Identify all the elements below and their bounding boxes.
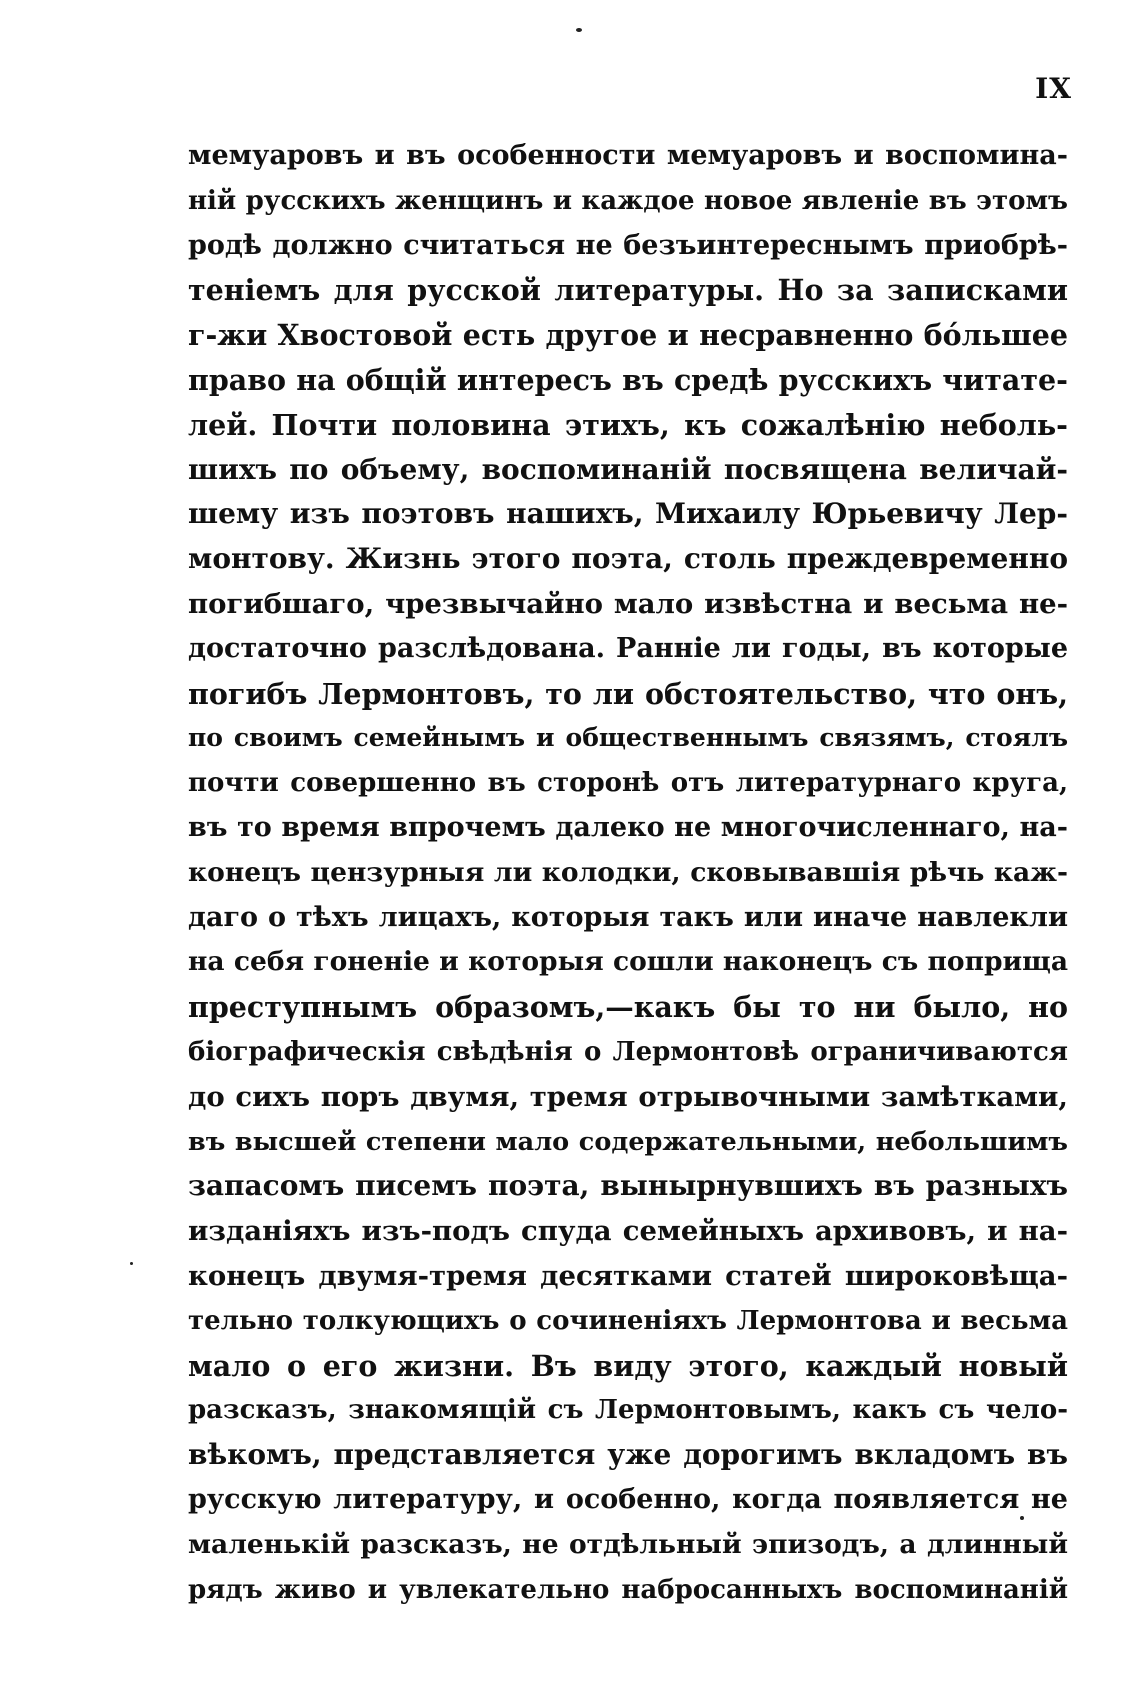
text-line: родѣ должно считаться не безъинтереснымъ приобрѣ- (188, 229, 1068, 261)
text-line: изданіяхъ изъ-подъ спуда семейныхъ архивовъ, и на- (188, 1215, 1068, 1248)
text-line: русскую литературу, и особенно, когда появляется не (188, 1483, 1068, 1515)
text-line: почти совершенно въ сторонѣ отъ литературнаго круга, (188, 768, 1068, 799)
text-line: погибъ Лермонтовъ, то ли обстоятельство, что онъ, (188, 676, 1068, 711)
text-line: маленькій разсказъ, не отдѣльный эпизодъ, а длинный (188, 1528, 1068, 1560)
text-line: даго о тѣхъ лицахъ, которыя такъ или иначе навлекли (188, 901, 1068, 933)
text-line: шихъ по объему, воспоминаній посвящена величай- (188, 452, 1068, 486)
print-speck (130, 1262, 133, 1265)
body-text (188, 134, 1068, 1612)
text-line: теніемъ для русской литературы. Но за записками (188, 273, 1068, 308)
text-line: вѣкомъ, представляется уже дорогимъ вкладомъ въ (188, 1438, 1068, 1472)
text-line: рядъ живо и увлекательно набросанныхъ воспоминаній (188, 1574, 1068, 1605)
text-line: монтову. Жизнь этого поэта, столь преждевременно (188, 542, 1068, 576)
text-line: на себя гоненіе и которыя сошли наконецъ съ поприща (188, 946, 1068, 978)
text-line: ній русскихъ женщинъ и каждое новое явленіе въ этомъ (188, 185, 1068, 216)
text-line: конецъ цензурныя ли колодки, сковывавшія рѣчь каж- (188, 856, 1068, 888)
text-line: запасомъ писемъ поэта, вынырнувшихъ въ разныхъ (188, 1169, 1068, 1203)
text-line: лей. Почти половина этихъ, къ сожалѣнію неболь- (188, 407, 1068, 442)
text-line: мемуаровъ и въ особенности мемуаровъ и воспомина- (188, 140, 1068, 171)
text-line: право на общій интересъ въ средѣ русскихъ читате- (188, 362, 1068, 397)
text-line: въ высшей степени мало содержательными, небольшимъ (188, 1126, 1068, 1157)
text-line: достаточно разслѣдована. Ранніе ли годы, въ которые (188, 632, 1068, 664)
text-line: біографическія свѣдѣнія о Лермонтовѣ ограничиваются (188, 1036, 1068, 1067)
text-line: до сихъ поръ двумя, тремя отрывочными замѣтками, (188, 1080, 1068, 1113)
text-line: разсказъ, знакомящій съ Лермонтовымъ, какъ съ чело- (188, 1395, 1068, 1426)
text-line: тельно толкующихъ о сочиненіяхъ Лермонтова и весьма (188, 1305, 1068, 1336)
text-line: шему изъ поэтовъ нашихъ, Михаилу Юрьевичу Лер- (188, 497, 1068, 531)
text-line: г-жи Хвостовой есть другое и несравненно бо́льшее (188, 318, 1068, 353)
page-number: IX (1035, 72, 1072, 105)
text-line: преступнымъ образомъ,—какъ бы то ни было, но (188, 990, 1068, 1025)
text-line: въ то время впрочемъ далеко не многочисленнаго, на- (188, 811, 1068, 843)
text-line: мало о его жизни. Въ виду этого, каждый новый (188, 1348, 1068, 1383)
text-line: конецъ двумя-тремя десятками статей широковѣща- (188, 1259, 1068, 1292)
print-speck (576, 28, 582, 32)
text-line: по своимъ семейнымъ и общественнымъ связямъ, стоялъ (188, 723, 1068, 753)
text-line: погибшаго, чрезвычайно мало извѣстна и весьма не- (188, 587, 1068, 620)
